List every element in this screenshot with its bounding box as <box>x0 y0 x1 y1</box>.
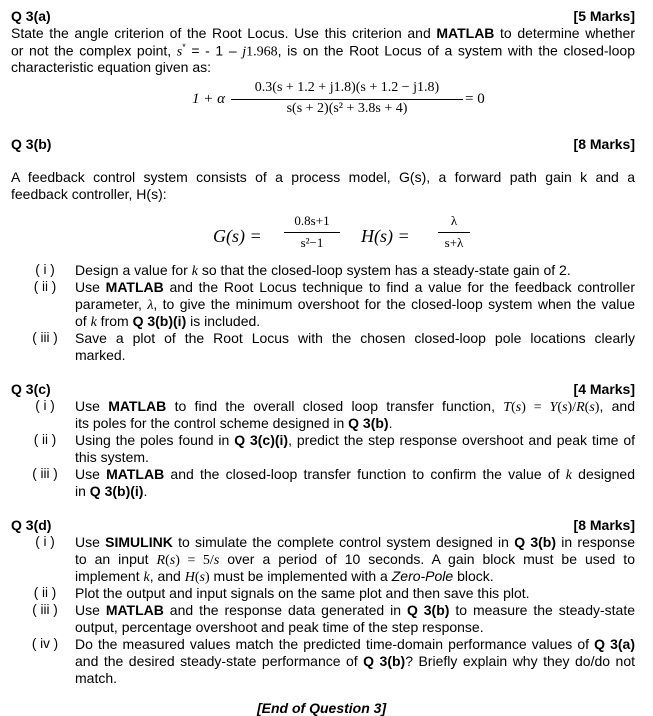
q3b-intro-line-1: A feedback control system consists of a process model, G(s), a forward path gain k and a <box>11 169 635 185</box>
q3b-item-3-line-1: Save a plot of the Root Locus with the chosen closed-loop pole locations clearly <box>75 330 635 346</box>
q3d-item-2-line-1: Plot the output and input signals on the same plot and then save this plot. <box>75 585 530 601</box>
q3a-equation-numerator: 0.3(s + 1.2 + j1.8)(s + 1.2 − j1.8) <box>254 80 440 95</box>
q3b-item-1-line-1: Design a value for k so that the closed-loop system has a steady-state gain of 2. <box>75 262 571 279</box>
q3c-item-2-line-2: this system. <box>75 449 149 465</box>
q3a-marks: [5 Marks] <box>573 8 635 24</box>
q3a-text-line-3: characteristic equation given as: <box>11 59 211 75</box>
q3a-equation-denominator: s(s + 2)(s² + 3.8s + 4) <box>286 101 408 116</box>
q3a-fraction-bar <box>231 99 463 100</box>
q3d-item-1-line-3: implement k, and H(s) must be implemented with a Zero-Pole block. <box>75 568 494 585</box>
q3c-item-3-number: ( iii ) <box>32 466 58 481</box>
q3c-item-1-number: ( i ) <box>35 398 55 413</box>
q3b-item-2-line-1: Use MATLAB and the Root Locus technique to find a value for the feedback controller <box>75 279 635 295</box>
q3c-item-2-line-1: Using the poles found in Q 3(c)(i), predict the step response overshoot and peak time of <box>75 432 635 448</box>
q3b-header: Q 3(b) <box>11 136 52 152</box>
q3d-item-1-number: ( i ) <box>35 534 55 549</box>
q3d-item-4-line-3: match. <box>75 670 118 686</box>
q3d-item-3-line-2: output, percentage overshoot and peak time of the step response. <box>75 619 484 635</box>
g-equation-numerator: 0.8s+1 <box>294 213 330 228</box>
g-equation-denominator: s²−1 <box>300 235 324 250</box>
q3d-item-3-number: ( iii ) <box>32 602 58 617</box>
q3b-item-3-line-2: marked. <box>75 347 126 363</box>
h-equation-lhs: H(s) = <box>361 226 410 246</box>
q3b-marks: [8 Marks] <box>573 136 635 152</box>
q3b-item-2-number: ( ii ) <box>33 279 57 294</box>
q3d-header: Q 3(d) <box>11 517 52 533</box>
q3c-marks: [4 Marks] <box>573 381 635 397</box>
q3d-item-4-line-1: Do the measured values match the predicted time-domain performance values of Q 3(a) <box>75 636 635 652</box>
q3d-item-1-line-2: to an input R(s) = 5/s over a period of 10 seconds. A gain block must be used to <box>75 551 635 568</box>
q3d-marks: [8 Marks] <box>573 517 635 533</box>
g-fraction-bar <box>284 232 340 233</box>
g-equation-lhs: G(s) = <box>213 226 262 246</box>
q3b-item-2-line-2: parameter, λ, to give the minimum overshoot for the closed-loop system when the value <box>75 296 635 313</box>
q3d-item-2-number: ( ii ) <box>33 585 57 600</box>
q3c-header: Q 3(c) <box>11 381 51 397</box>
q3a-equation-rhs: = 0 <box>465 91 485 107</box>
q3d-item-1-line-1: Use SIMULINK to simulate the complete control system designed in Q 3(b) in response <box>75 534 635 550</box>
q3a-text-line-1: State the angle criterion of the Root Locus. Use this criterion and MATLAB to determine whether <box>11 25 636 41</box>
q3c-item-3-line-2: in Q 3(b)(i). <box>75 483 148 499</box>
q3b-intro-line-2: feedback controller, H(s): <box>11 186 167 202</box>
q3a-equation-lhs: 1 + α <box>192 91 225 107</box>
q3c-item-1-line-1: Use MATLAB to find the overall closed loop transfer function, T(s) = Y(s)/R(s), and <box>75 398 635 415</box>
q3b-item-1-number: ( i ) <box>35 262 55 277</box>
h-equation-numerator: λ <box>450 213 458 228</box>
q3b-item-3-number: ( iii ) <box>32 330 58 345</box>
q3c-item-1-line-2: its poles for the control scheme designed in Q 3(b). <box>75 415 393 431</box>
end-of-question-footer: [End of Question 3] <box>257 700 387 716</box>
q3d-item-3-line-1: Use MATLAB and the response data generated in Q 3(b) to measure the steady-state <box>75 602 635 618</box>
q3d-item-4-line-2: and the desired steady-state performance of Q 3(b)? Briefly explain why they do/do not <box>75 653 635 669</box>
h-equation-denominator: s+λ <box>444 235 464 250</box>
q3c-item-2-number: ( ii ) <box>33 432 57 447</box>
q3c-item-3-line-1: Use MATLAB and the closed-loop transfer function to confirm the value of k designed <box>75 466 635 483</box>
h-fraction-bar <box>438 232 470 233</box>
q3b-item-2-line-3: of k from Q 3(b)(i) is included. <box>75 313 261 330</box>
q3a-header: Q 3(a) <box>11 8 51 24</box>
q3d-item-4-number: ( iv ) <box>31 636 59 651</box>
q3a-text-line-2: or not the complex point, s* = - 1 – j1.968, is on the Root Locus of a system with the closed-loop <box>11 42 636 60</box>
